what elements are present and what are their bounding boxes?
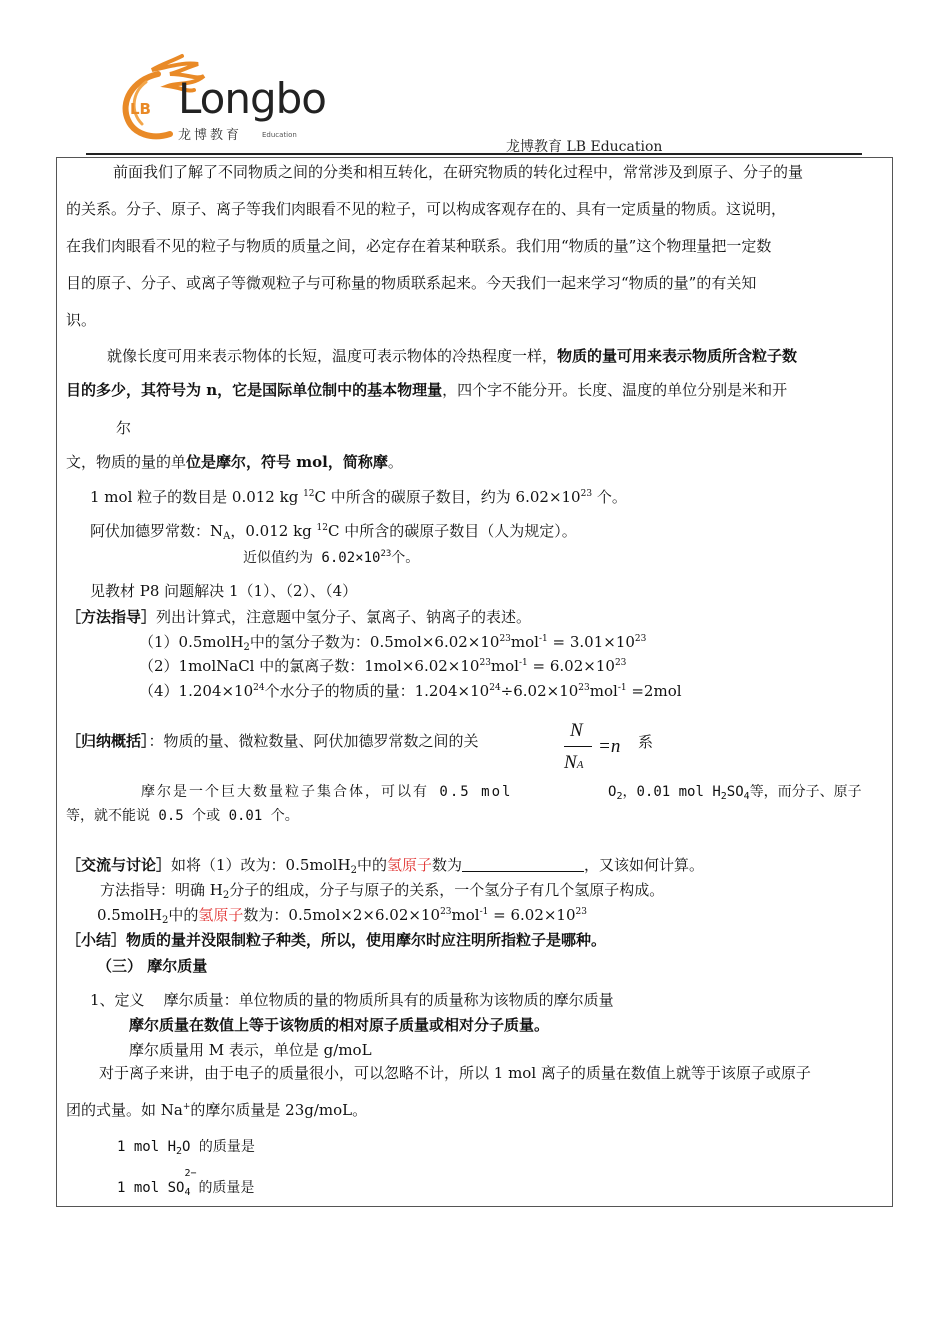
question-sulfate: 1 mol SO 2− $_4$ 的质量是 xyxy=(117,1168,255,1198)
intro-line-3: 在我们肉眼看不见的粒子与物质的质量之间，必定存在着某种联系。我们用“物质的量”这个物理量把一定数 xyxy=(66,237,772,255)
question-water: 1 mol $H_2O$ 的质量是 xyxy=(117,1139,255,1157)
summary-tail: 系 xyxy=(638,733,654,751)
summary-line: ［归纳概括］：物质的量、微粒数量、阿伏加德罗常数之间的关 xyxy=(66,732,479,750)
calc-4: $(4)1.204\times 10^{24}$个水分子的物质的量：$1.204\times 10^{24}\div 6.02\times 10^{23}mol^{-1} =2mol$ xyxy=(139,682,682,700)
formula-n-over-na: N NA =n xyxy=(564,720,621,773)
textbook-reference: 见教材 P8 问题解决 1（1）、（2）、（4） xyxy=(90,582,358,600)
logo-chinese-name: 龙博教育 xyxy=(178,128,243,143)
method-guide: ［方法指导］列出计算式，注意题中氢分子、氯离子、钠离子的表述。 xyxy=(66,608,532,626)
molar-mass-equivalence: 摩尔质量在数值上等于该物质的相对原子质量或相对分子质量。 xyxy=(129,1016,550,1034)
mole-collection-line-1: 摩尔是一个巨大数量粒子集合体，可以有 0.5 mol xyxy=(141,784,513,800)
intro-line-2: 的关系。分子、原子、离子等我们肉眼看不见的粒子，可以构成客观存在的、具有一定质量的物质。这说明， xyxy=(66,200,787,218)
ion-mass-line-1: 对于离子来讲，由于电子的质量很小，可以忽略不计，所以 1 mol 离子的质量在数值上就等于该原子或原子 xyxy=(99,1064,811,1082)
ion-mass-line-2: 团的式量。如 Na+的摩尔质量是 23g/moL。 xyxy=(66,1101,368,1119)
logo-lb-mark: LB xyxy=(130,100,151,118)
header-divider xyxy=(86,153,862,155)
mole-collection-line-2: 等，就不能说 0.5 个或 0.01 个。 xyxy=(66,808,299,824)
mole-unit-line: 文，物质的量的单位是摩尔，符号 mol，简称摩。 xyxy=(66,453,403,471)
answer-blank[interactable] xyxy=(462,857,584,872)
amount-definition-line-2: 目的多少，其符号为 n，它是国际单位制中的基本物理量，四个字不能分开。长度、温度的单位分别是米和开 xyxy=(66,381,788,399)
amount-definition-line-3: 尔 xyxy=(116,419,132,437)
hydrogen-atom-calc: 0.5molH$_2$中的氢原子数为：$0.5mol\times 2\times 6.02\times 10^{23}mol^{-1} = 6.02\times 10^{23}$ xyxy=(97,906,587,926)
intro-line-1: 前面我们了解了不同物质之间的分类和相互转化，在研究物质的转化过程中，常常涉及到原子、分子的量 xyxy=(113,163,804,181)
mole-collection-line-1b: $O_2$，0.01 mol $H_2SO_4$等，而分子、原子 xyxy=(608,784,862,802)
amount-definition-line-1: 就像长度可用来表示物体的长短，温度可表示物体的冷热程度一样，物质的量可用来表示物质所含粒子数 xyxy=(107,347,798,365)
mole-definition: 1 mol 粒子的数目是 0.012 kg $^{12}$C 中所含的碳原子数目，约为 $6.02\times 10^{23}$ 个。 xyxy=(90,488,627,506)
avogadro-constant: 阿伏加德罗常数：$N_A$，0.012 kg $^{12}$C 中所含的碳原子数目（人为规定）。 xyxy=(90,522,577,542)
method-hint: 方法指导：明确 $H_2$分子的组成，分子与原子的关系，一个氢分子有几个氢原子构成。 xyxy=(100,881,665,901)
header-title: 龙博教育 LB Education xyxy=(506,139,663,155)
molar-mass-definition: 1、定义 摩尔质量：单位物质的量的物质所具有的质量称为该物质的摩尔质量 xyxy=(90,991,614,1009)
molar-mass-unit: 摩尔质量用 M 表示，单位是 g/moL xyxy=(129,1041,372,1059)
discussion-line: ［交流与讨论］如将（1）改为：0.5molH$_2$中的氢原子数为 ，又该如何计算。 xyxy=(66,856,704,876)
calc-1: （1）0.5molH$_2$中的氢分子数为：$0.5mol\times 6.02\times 10^{23}mol^{-1} = 3.01\times 10^{23}$ xyxy=(139,633,647,653)
intro-line-5: 识。 xyxy=(66,311,97,329)
avogadro-approx: 近似值约为 $6.02\times 10^{23}$个。 xyxy=(243,549,420,566)
calc-2: （2）1molNaCl 中的氯离子数：$1mol\times 6.02\times 10^{23}mol^{-1} = 6.02\times 10^{23}$ xyxy=(139,657,627,675)
conclusion-line: ［小结］物质的量并没限制粒子种类，所以，使用摩尔时应注明所指粒子是哪种。 xyxy=(66,931,607,949)
logo-wordmark: Longbo xyxy=(178,74,326,123)
logo-education-label: Education xyxy=(262,131,297,139)
section-3-heading: （三） 摩尔质量 xyxy=(97,957,208,975)
intro-line-4: 目的原子、分子、或离子等微观粒子与可称量的物质联系起来。今天我们一起来学习“物质的量”的有关知 xyxy=(66,274,757,292)
